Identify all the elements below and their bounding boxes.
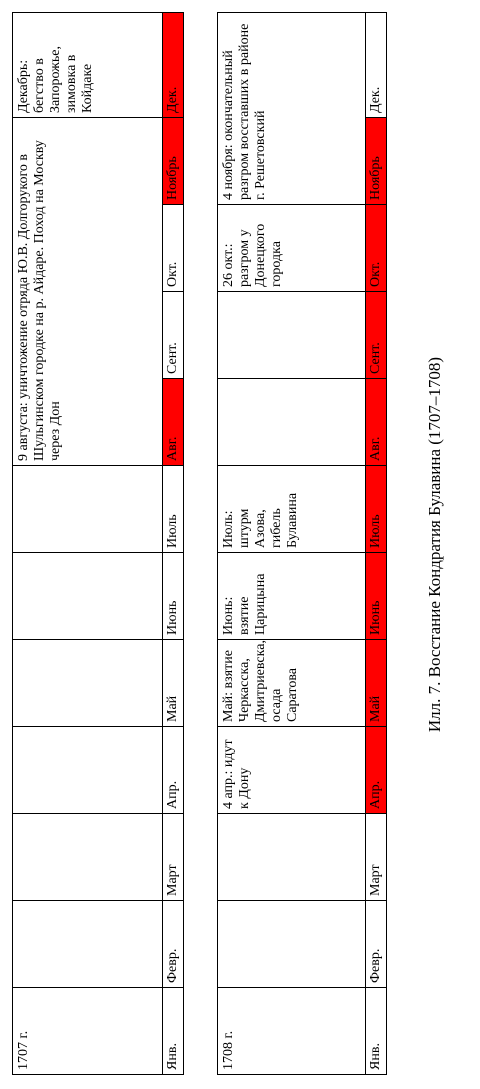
month-cell: Авг. [366,379,387,466]
month-cell: Апр. [366,727,387,814]
month-cell: Май [163,640,184,727]
month-cell: Ноябрь [163,118,184,205]
event-may: Май: взятие Черкасска, Дмитриевска, осада Саратова [218,640,366,727]
event-dec: Декабрь: бегство в Запорожье, зимовка в Койдаке [13,13,163,118]
cell-feb [218,901,366,988]
month-cell: Июнь [163,553,184,640]
month-cell: Апр. [163,727,184,814]
cell-may [13,640,163,727]
cell-feb [13,901,163,988]
month-cell: Окт. [163,205,184,292]
event-jul: Июль: штурм Азова, гибель Булавина [218,466,366,553]
year-label: 1708 г. [221,1030,236,1070]
month-cell: Март [163,814,184,901]
cell-apr [13,727,163,814]
month-cell: Июль [163,466,184,553]
month-cell: Май [366,640,387,727]
cell-jun [13,553,163,640]
month-cell: Дек. [366,13,387,118]
month-cell: Февр. [163,901,184,988]
month-cell: Янв. [163,988,184,1075]
event-nov-dec: 4 ноября: окончательный разгром восставших в районе г. Решетовский [218,13,366,205]
events-row [13,13,163,1075]
figure-caption: Илл. 7. Восстание Кондратия Булавина (1707–1708) [425,356,444,733]
cell-jan [218,988,366,1075]
month-cell: Сент. [163,292,184,379]
month-cell: Июль [366,466,387,553]
month-cell: Февр. [366,901,387,988]
cell-jul [13,466,163,553]
event-jun: Июнь: взятие Царицына [218,553,366,640]
month-cell: Дек. [163,13,184,118]
cell-mar [218,814,366,901]
timeline-table-1708 [217,12,387,1075]
month-cell: Окт. [366,205,387,292]
cell-aug [218,379,366,466]
timeline-table-1707 [12,12,184,1075]
month-cell: Март [366,814,387,901]
month-cell: Янв. [366,988,387,1075]
months-row [163,13,184,1075]
month-cell: Авг. [163,379,184,466]
cell-jan [13,988,163,1075]
cell-mar [13,814,163,901]
events-row [218,13,366,1075]
event-apr: 4 апр.: идут к Дону [218,727,366,814]
year-label: 1707 г. [16,1030,31,1070]
months-row [366,13,387,1075]
cell-sep [218,292,366,379]
month-cell: Июнь [366,553,387,640]
month-cell: Ноябрь [366,118,387,205]
event-aug-nov: 9 августа: уничтожение отряда Ю.В. Долгорукого в Шульгинском городке на р. Айдаре. Поход на Москву через Дон [13,118,163,466]
event-oct: 26 окт.: разгром у Донецкого городка [218,205,366,292]
month-cell: Сент. [366,292,387,379]
